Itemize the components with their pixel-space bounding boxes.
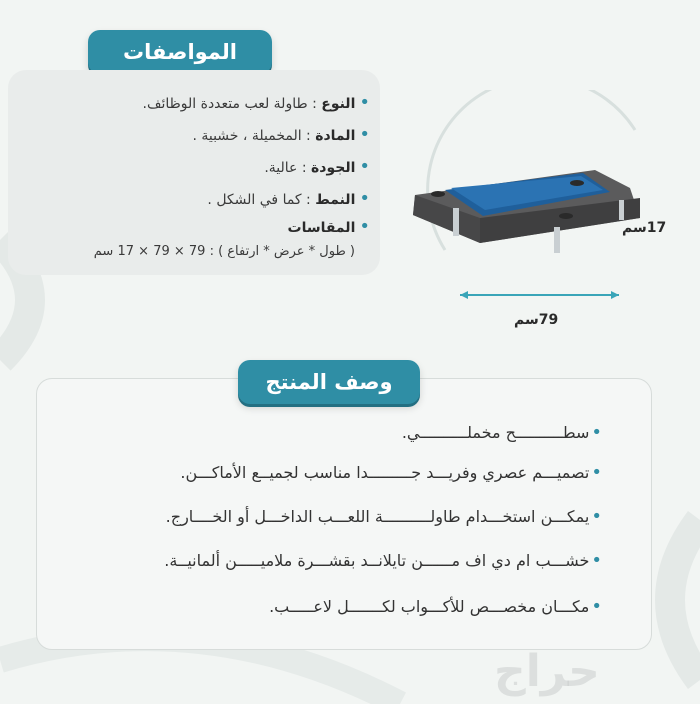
table-leg	[554, 227, 560, 253]
description-item-1: •سطــــــــــح مخملــــــــــي.	[401, 422, 602, 443]
spec-item-style: •النمط : كما في الشكل .	[207, 188, 370, 209]
cup-holder	[431, 191, 445, 197]
table-leg	[619, 200, 624, 220]
description-item-4: •خشـــب ام دي اف مــــــن تايلانــد بقشـــرة ملاميـــــن ألمانيــة.	[164, 550, 602, 571]
height-label: 17سم	[622, 220, 667, 236]
description-item-2: •تصميـــم عصري وفريـــد جـــــــــدا مناسب لجميــع الأماكـــن.	[180, 462, 602, 483]
haraj-logo-watermark: حراج	[494, 646, 600, 697]
description-title-badge	[238, 360, 420, 404]
table-leg	[453, 208, 459, 236]
product-image	[405, 90, 695, 330]
spec-item-quality: •الجودة : عالية.	[264, 156, 370, 177]
specs-title: المواصفات	[123, 40, 237, 64]
dimensions-value: ( طول * عرض * ارتفاع ) : 79 × 79 × 17 سم	[93, 244, 355, 259]
specs-title-badge	[88, 30, 272, 74]
cup-holder	[570, 180, 584, 186]
description-item-5: •مكـــان مخصـــص للأكـــواب لكـــــــل لاعـــــب.	[269, 596, 602, 617]
description-item-3: •يمكـــن استخـــدام طاولــــــــــة اللعـــب الداخـــل أو الخــــارج.	[165, 506, 602, 527]
spec-item-material: •المادة : المخميلة ، خشبية .	[192, 124, 370, 145]
spec-item-dimensions: •المقاسات	[287, 216, 370, 237]
cup-holder	[559, 213, 573, 219]
description-title: وصف المنتج	[265, 370, 393, 394]
spec-item-type: •النوع : طاولة لعب متعددة الوظائف.	[142, 92, 370, 113]
width-label: 79سم	[514, 312, 559, 328]
